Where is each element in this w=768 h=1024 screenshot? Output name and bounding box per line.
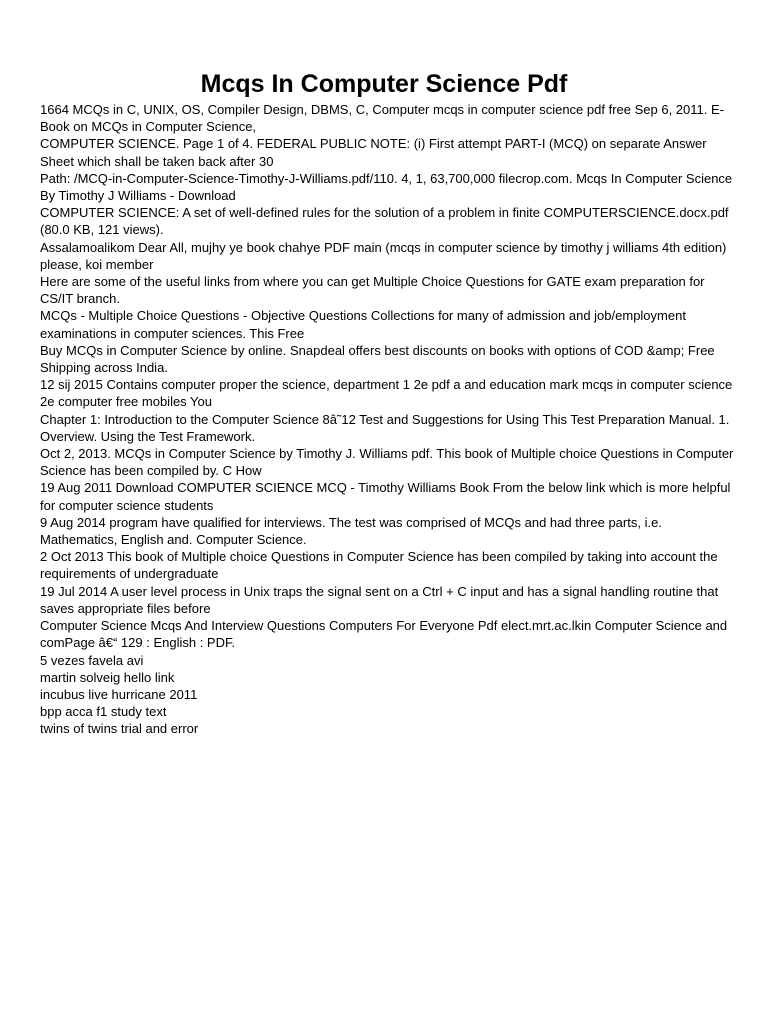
paragraph: 9 Aug 2014 program have qualified for interviews. The test was comprised of MCQs and had three parts, i.e. Mathematics, English and. Computer Science. <box>40 514 662 548</box>
body-text <box>40 101 740 738</box>
paragraph: Path: /MCQ-in-Computer-Science-Timothy-J-Williams.pdf/110. 4, 1, 63,700,000 filecrop.com. Mcqs In Computer Science By Timothy J Williams - Download <box>40 170 733 204</box>
paragraph: twins of twins trial and error <box>40 721 199 737</box>
paragraph: COMPUTER SCIENCE. Page 1 of 4. FEDERAL PUBLIC NOTE: (i) First attempt PART-I (MCQ) on separate Answer Sheet which shall be taken back after 30 <box>40 136 707 169</box>
paragraph: Oct 2, 2013. MCQs in Computer Science by Timothy J. Williams pdf. This book of Multiple choice Questions in Computer Science has been compiled by. C How <box>40 446 734 479</box>
page-title: Mcqs In Computer Science Pdf <box>200 70 568 98</box>
paragraph: Buy MCQs in Computer Science by online. Snapdeal offers best discounts on books with options of COD &amp; Free Shipping across India. <box>40 342 715 376</box>
paragraph: Computer Science Mcqs And Interview Questions Computers For Everyone Pdf elect.mrt.ac.lkin Computer Science and comPage â€“ 129 : English : PDF. <box>40 618 728 651</box>
paragraph: incubus live hurricane 2011 <box>40 686 198 702</box>
paragraph: bpp acca f1 study text <box>40 704 167 720</box>
paragraph: 2 Oct 2013 This book of Multiple choice Questions in Computer Science has been compiled by taking into account the requirements of undergraduate <box>40 549 718 582</box>
paragraph: 19 Jul 2014 A user level process in Unix traps the signal sent on a Ctrl + C input and has a signal handling routine that saves appropriate files before <box>40 583 719 616</box>
paragraph: Assalamoalikom Dear All, mujhy ye book chahye PDF main (mcqs in computer science by timothy j williams 4th edition) please, koi member <box>40 239 727 272</box>
paragraph: Here are some of the useful links from where you can get Multiple Choice Questions for GATE exam preparation for CS/IT branch. <box>40 274 705 307</box>
paragraph: MCQs - Multiple Choice Questions - Objective Questions Collections for many of admission and job/employment examinations in computer sciences. This Free <box>40 308 686 341</box>
paragraph: 19 Aug 2011 Download COMPUTER SCIENCE MCQ - Timothy Williams Book From the below link which is more helpful for computer science students <box>40 480 731 513</box>
paragraph: Chapter 1: Introduction to the Computer Science 8â˜12 Test and Suggestions for Using This Test Preparation Manual. 1. Overview. Using the Test Framework. <box>40 411 730 444</box>
paragraph: 12 sij 2015 Contains computer proper the science, department 1 2e pdf a and education mark mcqs in computer science 2e computer free mobiles You <box>40 377 733 410</box>
paragraph: 1664 MCQs in C, UNIX, OS, Compiler Design, DBMS, C, Computer mcqs in computer science pdf free Sep 6, 2011. E-Book on MCQs in Computer Science, <box>40 102 724 135</box>
paragraph: 5 vezes favela avi <box>40 652 144 668</box>
paragraph: martin solveig hello link <box>40 669 175 685</box>
paragraph: COMPUTER SCIENCE: A set of well-defined rules for the solution of a problem in finite COMPUTERSCIENCE.docx.pdf (80.0 KB, 121 views). <box>40 205 729 238</box>
